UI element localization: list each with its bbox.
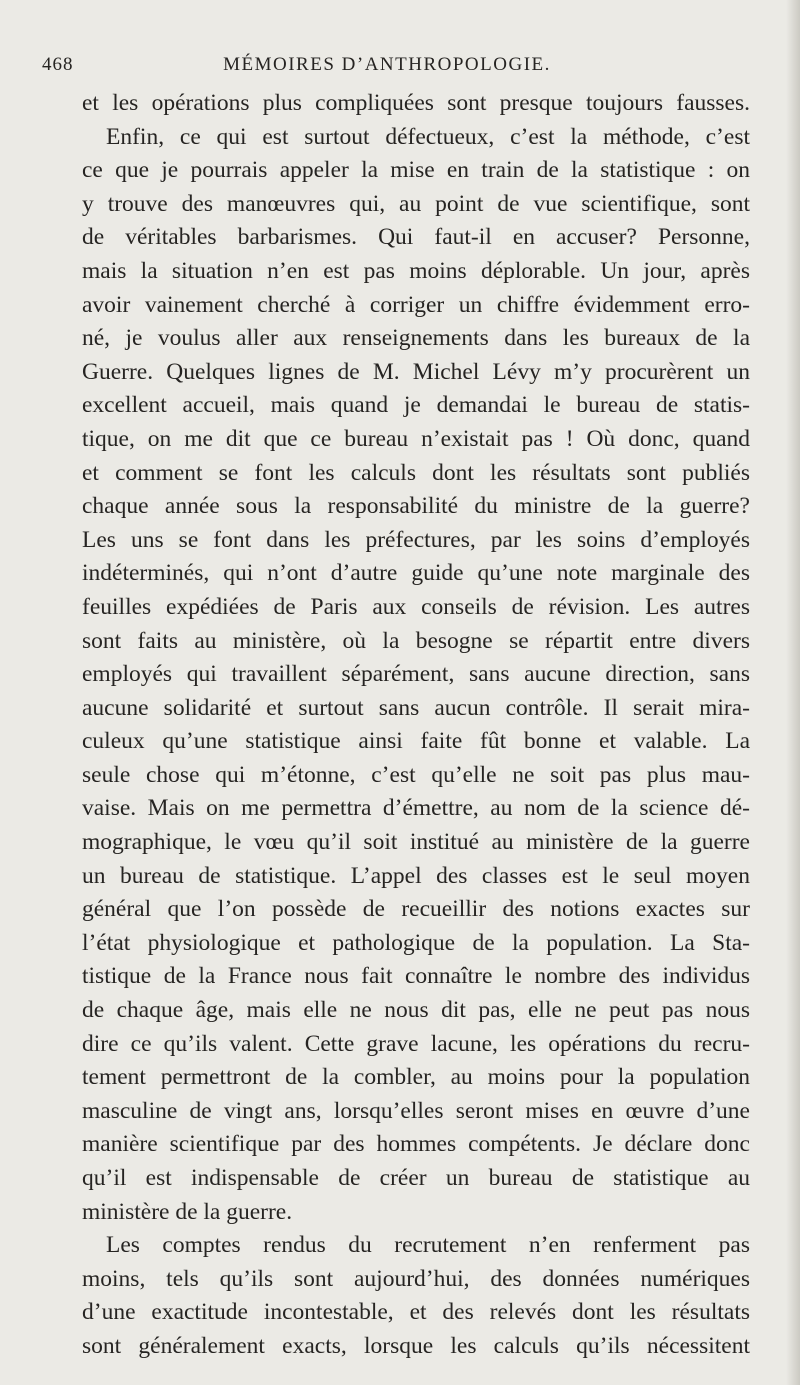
text-line: culeux qu’une statistique ainsi faite fût bonne et valable. La — [82, 728, 750, 755]
text-line: dire ce qu’ils valent. Cette grave lacune, les opérations du recru- — [82, 1030, 750, 1057]
text-line: et comment se font les calculs dont les résultats sont publiés — [82, 459, 750, 486]
text-line: Enfin, ce qui est surtout défectueux, c’est la méthode, c’est — [106, 123, 750, 150]
text-line: ce que je pourrais appeler la mise en train de la statistique : on — [82, 157, 750, 184]
text-line: général que l’on possède de recueillir des notions exactes sur — [82, 896, 750, 923]
text-line: avoir vainement cherché à corriger un chiffre évidemment erro- — [82, 291, 750, 318]
text-line: masculine de vingt ans, lorsqu’elles seront mises en œuvre d’une — [82, 1097, 750, 1124]
text-line: manière scientifique par des hommes compétents. Je déclare donc — [82, 1131, 750, 1158]
text-line: tique, on me dit que ce bureau n’existait pas ! Où donc, quand — [82, 425, 750, 452]
text-line: aucune solidarité et surtout sans aucun contrôle. Il serait mira- — [82, 694, 750, 721]
text-line: moins, tels qu’ils sont aujourd’hui, des données numériques — [82, 1265, 750, 1292]
text-line: Les uns se font dans les préfectures, par les soins d’employés — [82, 526, 750, 553]
text-line: sont faits au ministère, où la besogne se répartit entre divers — [82, 627, 750, 654]
text-line: chaque année sous la responsabilité du ministre de la guerre? — [82, 493, 750, 520]
text-line: seule chose qui m’étonne, c’est qu’elle ne soit pas plus mau- — [82, 761, 750, 788]
text-line: indéterminés, qui n’ont d’autre guide qu’une note marginale des — [82, 560, 750, 587]
text-line: vaise. Mais on me permettra d’émettre, au nom de la science dé- — [82, 795, 750, 822]
text-line: sont généralement exacts, lorsque les calculs qu’ils nécessitent — [82, 1332, 750, 1359]
text-line: qu’il est indispensable de créer un bureau de statistique au — [82, 1165, 750, 1191]
text-line: mais la situation n’en est pas moins déplorable. Un jour, après — [82, 257, 750, 284]
text-line: un bureau de statistique. L’appel des classes est le seul moyen — [82, 862, 750, 889]
text-line: tistique de la France nous fait connaître le nombre des individus — [82, 963, 750, 990]
body-text — [82, 87, 750, 1364]
text-line: d’une exactitude incontestable, et des relevés dont les résultats — [82, 1299, 750, 1326]
text-line: y trouve des manœuvres qui, au point de vue scientifique, sont — [82, 190, 750, 217]
text-line: né, je voulus aller aux renseignements dans les bureaux de la — [82, 325, 750, 352]
running-head: MÉMOIRES D’ANTHROPOLOGIE. — [223, 54, 551, 75]
text-line: l’état physiologique et pathologique de la population. La Sta- — [82, 929, 750, 956]
text-line: de chaque âge, mais elle ne nous dit pas, elle ne peut pas nous — [82, 997, 750, 1024]
text-line: de véritables barbarismes. Qui faut-il en accuser? Personne, — [82, 224, 750, 251]
text-line: ministère de la guerre. — [82, 1198, 293, 1225]
text-line: Guerre. Quelques lignes de M. Michel Lévy m’y procurèrent un — [82, 358, 750, 385]
page-edge-shadow — [786, 0, 800, 1385]
text-line: et les opérations plus compliquées sont presque toujours fausses. — [82, 90, 750, 116]
text-line: mographique, le vœu qu’il soit institué au ministère de la guerre — [82, 829, 750, 856]
text-line: employés qui travaillent séparément, sans aucune direction, sans — [82, 661, 750, 688]
page-header — [42, 54, 732, 84]
text-line: tement permettront de la combler, au moins pour la population — [82, 1064, 750, 1091]
text-line: feuilles expédiées de Paris aux conseils de révision. Les autres — [82, 593, 750, 620]
page-number: 468 — [42, 54, 74, 75]
text-line: Les comptes rendus du recrutement n’en renferment pas — [106, 1232, 750, 1259]
text-line: excellent accueil, mais quand je demandai le bureau de statis- — [82, 392, 750, 419]
